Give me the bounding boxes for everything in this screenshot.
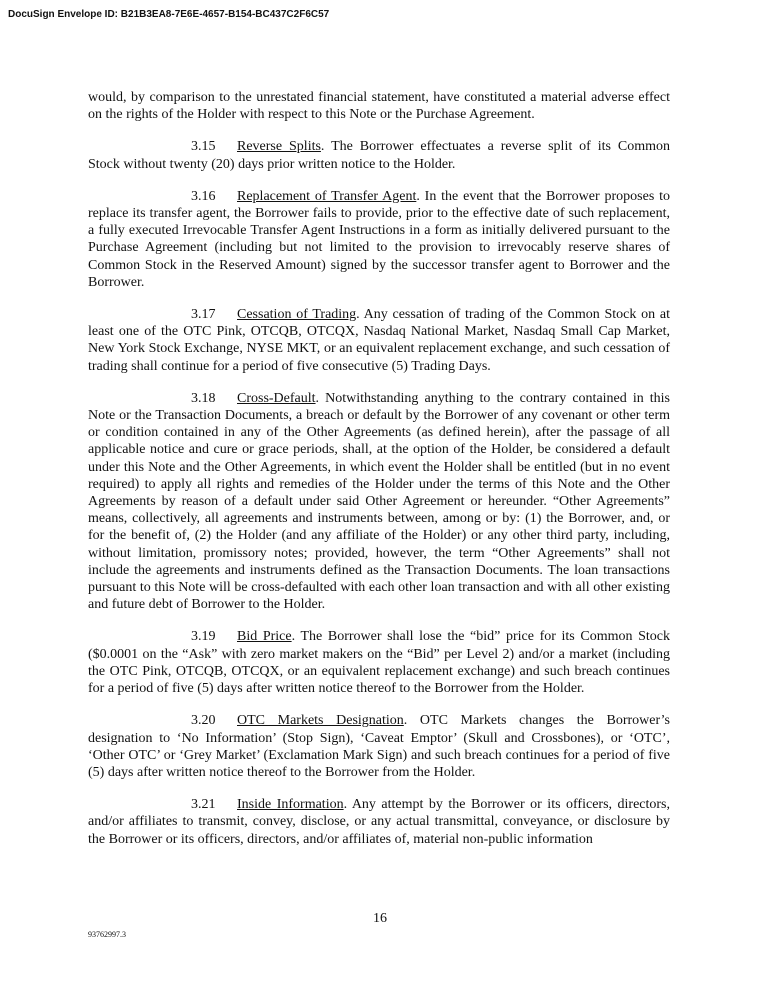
section-body: . Notwithstanding anything to the contrary contained in this Note or the Transaction Documents, a breach or default by the Borrower of any covenant or other term or condition contained in any of the Other Agreements (as defined herein), after the passage of all applicable notice and cure or grace periods, shall, at the option of the Holder, be considered a default under this Note and the Other Agreements, in which event the Holder shall be entitled (but in no event required) to apply all rights and remedies of the Holder under the terms of this Note and the Other Agreements by reason of a default under said Other Agreement or hereunder. “Other Agreements” means, collectively, all agreements and instruments between, among or by: (1) the Borrower, and, or for the benefit of, (2) the Holder (and any affiliate of the Holder) or any other third party, including, without limitation, promissory notes; provided, however, the term “Other Agreements” shall not include the agreements and instruments defined as the Transaction Documents. The loan transactions pursuant to this Note will be cross-defaulted with each other loan transaction and with all other existing and future debt of Borrower to the Holder. bbox=[88, 390, 670, 613]
section-number: 3.17 bbox=[191, 307, 216, 323]
section-number: 3.15 bbox=[191, 139, 216, 155]
section-3-15 bbox=[88, 138, 670, 172]
section-heading: Reverse Splits bbox=[237, 139, 321, 155]
document-body bbox=[88, 89, 670, 863]
section-3-16 bbox=[88, 188, 670, 291]
envelope-id: DocuSign Envelope ID: B21B3EA8-7E6E-4657-B154-BC437C2F6C57 bbox=[8, 9, 330, 20]
section-number: 3.16 bbox=[191, 188, 216, 204]
section-3-20 bbox=[88, 712, 670, 781]
section-body: . Any attempt by the Borrower or its officers, directors, and/or affiliates to transmit, convey, disclose, or any actual transmittal, conveyance, or disclosure by the Borrower or its officers, directors, and/or affiliates of, material non-public information bbox=[88, 797, 670, 847]
section-heading: Bid Price bbox=[237, 629, 292, 645]
document-id: 93762997.3 bbox=[88, 930, 126, 939]
section-body: . OTC Markets changes the Borrower’s designation to ‘No Information’ (Stop Sign), ‘Caveat Emptor’ (Skull and Crossbones), or ‘OTC’, ‘Other OTC’ or ‘Grey Market’ (Exclamation Mark Sign) and such breach continues for a period of five (5) days after written notice thereof to the Borrower from the Holder. bbox=[88, 713, 671, 780]
section-body: . The Borrower effectuates a reverse split of its Common Stock without twenty (20) days prior written notice to the Holder. bbox=[88, 139, 670, 172]
section-body: . In the event that the Borrower proposes to replace its transfer agent, the Borrower fails to provide, prior to the effective date of such replacement, a fully executed Irrevocable Transfer Agent Instructions in a form as initially delivered pursuant to the Purchase Agreement (including but not limited to the provision to irrevocably reserve shares of Common Stock in the Reserved Amount) signed by the successor transfer agent to Borrower and the Borrower. bbox=[88, 188, 670, 290]
section-number: 3.21 bbox=[191, 797, 216, 813]
section-number: 3.20 bbox=[191, 713, 216, 729]
section-body: . The Borrower shall lose the “bid” price for its Common Stock ($0.0001 on the “Ask” with zero market makers on the “Bid” per Level 2) and/or a market (including the OTC Pink, OTCQB, OTCQX, or an equivalent replacement exchange) and such breach continues for a period of five (5) days after written notice thereof to the Borrower from the Holder. bbox=[88, 629, 670, 697]
section-number: 3.19 bbox=[191, 629, 216, 645]
page-number: 16 bbox=[373, 911, 387, 926]
section-3-18 bbox=[88, 390, 670, 614]
section-3-19 bbox=[88, 628, 670, 697]
section-heading: OTC Markets Designation bbox=[237, 713, 404, 729]
section-heading: Inside Information bbox=[237, 797, 344, 813]
section-heading: Cross-Default bbox=[237, 390, 316, 406]
section-number: 3.18 bbox=[191, 390, 216, 406]
continuation-paragraph: would, by comparison to the unrestated financial statement, have constituted a material adverse effect on the rights of the Holder with respect to this Note or the Purchase Agreement. bbox=[88, 90, 670, 123]
section-body: . Any cessation of trading of the Common Stock on at least one of the OTC Pink, OTCQB, OTCQX, Nasdaq National Market, Nasdaq Small Cap Market, New York Stock Exchange, NYSE MKT, or an equivalent replacement exchange, and such cessation of trading shall continue for a period of five consecutive (5) Trading Days. bbox=[88, 307, 670, 374]
section-heading: Replacement of Transfer Agent bbox=[237, 188, 417, 204]
section-heading: Cessation of Trading bbox=[237, 307, 357, 323]
section-3-17 bbox=[88, 306, 670, 375]
section-3-21 bbox=[88, 796, 670, 848]
